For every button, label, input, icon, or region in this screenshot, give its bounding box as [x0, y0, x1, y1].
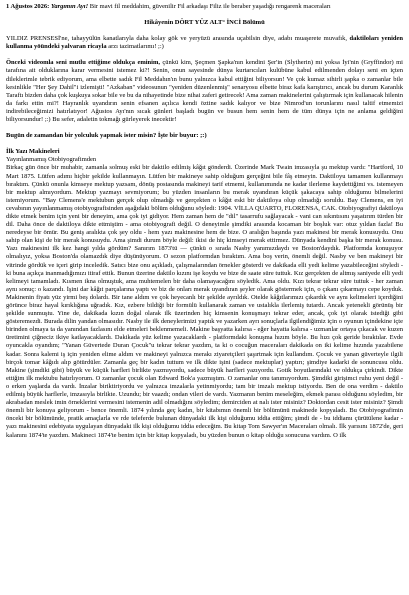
letter-lead: Önceki videomla seni mutlu ettiğime oldukça eminim, — [6, 59, 161, 67]
section-subtitle: Yayınlanmamış Otobiyografimden — [6, 156, 97, 164]
intro-paragraph — [6, 3, 403, 11]
letter-paragraph — [6, 59, 403, 124]
dedication-prefix: YILDIZ PRENSESİ'ne, tahayyülün kanatlarıyla daha kolay gök ve yeryüzü arasında uçabilsin diye, adabı muaşerete muvafık, — [6, 35, 350, 43]
body-text: Birkaç gün önce bir muhabir, zamanla solmuş eski bir daktilo edilmiş kâğıt gönderdi. Üzerinde Mark Twain imzasıyla şu mektup vardı: "Hartford, 10 Mart 1875. Lütfen adımı hiçbir şekilde kullanmayın. Lütfen bir makineye sahip olduğum gerçeğini bile fâş etmeyin. Daktiloyu tamamen kullanmayı bıraktım. Çünkü onunla kimseye mektup yazsam, dönüş postasında makineyi tarif etmemi, kullanımında ne kadar ilerleme kaydettiğimi vs. istemeyen bir mektup almıyordum. Mektup yazmayı sevmiyorum; bu yüzden insanların bu merak uyandıran küçük şakacaya sahip olduğumu bilmelerini istemiyorum. "Bay Clemens'e mektubun gerçek olup olmadığı ve gerçekten o kâğıt eski bir daktiloya olup olmadığı soruldu. Bay Clemens, en iyi cevabının yayınlanmamış otobiyografisinden aşağıdaki bölüm olduğunu söyledi: 1904. VİLLA QUARTO, FLORENSA, CAK. Otobiyografiyi daktiloya dikte etmek benim için yeni bir deneyim, ama çok iyi gidiyor. Hem zaman hem de "dil" tasarrufu sağlayacak - vani can sıkıntısını yaşatırım türden bir dil. Daha önce de daktiloya dikte ettmiştim - ama otobiyografi değil. O deneyimle şimdiki arasında kocaman bir boşluk var: otuz yıldan fazla! Bu neredeyse bir ömür. Bu geniş aralıkta çok şey oldu - hem yazı makinesine hem de bize. O aralığın başında yazı makinesi bir merak konusuydu. Onu sahip olan kişi de bir merak konusuydu. Ama şimdi durum böyle değil: ikisi de hiç kimseyi merak ettirmez. Dünyada kendini başka bir merak konusu. Yazı makinesini ilk kez hangi yılda gördüm? Sanırım 1873'tü — çünkü o sırada Nasby yanımızdaydı ve Boston'daydık. Platformda konuşuyor olmalıyız, yoksa Boston'da olamazdık diye düşünüyorum. O sezon platformdan bıraktım. Ama boş verin, önemli değil. Nasby ve ben makineyi bir vitrinde gördük ve içeri girip inceledik. Satıcı bize onu açıkladı, çalışmalarından örnekler gösterdi ve dakikada elli yedi kelime yazabileceğini söyledi - ki buna açıkça inanmadığımızı itiraf ettik. Bunun üzerine daktilo kızını işe koydu ve bize de saate süre tuttuk. Kız gerçekten de altmış saniyede elli yedi kelimeyi tamamladı. Kısmen ikna olmuştuk, ama muhtemelen bir daha olamayacağını söyledik. Ama oldu. Kızı tekrar tekrar süre tuttuk - her zaman aynı sonuç: o kazandı. İşini dar kâğıt parçalarına yaptı ve biz de onları merak uyandıran şeyler olarak göstermek için, o çıkanı çıkarmayı cepe koyduk. Makinenin fiyatı yüz yirmi beş dolardı. Bir tane aldım ve çok heyecanlı bir şekilde ayrıldık. Otelde kâğıtlarımızı çıkardık ve aynı kelimeleri içerdiğini görünce biraz hayal kırıklığına uğradık. Kız, ezbere bildiği bir formülü kullanarak zaman ve ustalıkla ilerlemiş tutardı. Ancak yetenekli görünüş bir şekilde sunmuştu. Yine de, dakikada kızın doğal olarak ilk üzerinden hiç kimsenin konuşmayı tekrar eder, ancak, çok iyi olarak istediği gibi gösteremezdi. Burada dilin yandan olmasıdır. Nasby ile ilk deneylerimizi yaptık ve yazarken ayrı sonuçlarla ilgilendiğimiz için o oyunun içindekine içte birinden olmaya ta da yanından fazlasını elde etmeleri beklenmemeli. Makine başyatta kalırsa - eğer hayatta kalırsa - uzmanlar ortaya çıkacak ve kuzen üretimini çiğneciz ikiye katlayacaklardı. Dakikada yüz kelime yazacaklardı - platformdaki konuşma hızım böyle. Bu hızı çok geride bıraktılar. Evde oyuncakla oyandım; "Yanan Güvertede Duran Çocuk"u tekrar tekrar yazdım, ta ki o cocuğun maceraları dakikada on iki kelime hızında yazabilene kadar. Sonra kalemi iş için yeniden elime aldım ve makineyi yalnızca merakı ziyaretçileri şaşırtmak için kullandım. Çocuk ve yanan güverteyle ilgili birçok tomar kâğıdı alıp götürdüler. Zamanla geç bir kadın tuttum ve ilk dikte işini (sadece mektuplar) yaptırı; şimdiye kadarki de sonuncusu oldu. Makine (şimdiki gibi) büyük ve küçük harfleri birlikte yazmıyordu, sadece büyük harfleri yazıyordu. Gotik boyutlarındaki ve oldukça çirkindi. Dikte ettiğim ilk mektubu hatırlıyorum. O zamanlar çocuk olan Edward Bok'a yazmıştım. O zamanlar onu tanımıyordum. Şimdiki girişimci ruhu yeni değil - o erken yaşlarda da vardı. İnzalar biriktiriyordu ve yalnızca imzalarla yetinmiyordu; tam bir imzalı mektup istiyordu. Ben de ona verdim - daktilo edilmiş büyük harflerle, imzasıyla birlikte. Uzundu; bir vaazdı; ondan vileri de vardı. Yazmanın benim meseleğim, ekmek parası olduğunu söyledim, bir akrabadan meslek imin örneklerini vermesini istemenin adil olmadığını söyledim; demirciden at nalı ister misiniz? Doktordan cesit ister misiniz? Şimdi önemli bir konuya geliyorum - bence önemli. 1874 yılında geç kadın, bir kitabımın önemli bir bölümünü makinede kopyaladı. Bu Otobiyografimin önceki bir bölümünde, pratik amaçlarla ve rde teleferde bulunan dünyadaki ilk kişi olduğumu iddia ettiğim; şimdi de - bu iddiamı çürütülene kadar - yazı makinesini edebiyata uygulayan dünyadaki ilk kişi olduğumu iddia edeceğim. Bu kitap Tom Sawyer'ın Maceraları olmalı. İlk yarısını 1872'de, geri kalanını 1874'te yazdım. Makineci 1874'te benim için bir kitap kopyaladı, bu yüzden bunun o kitap olduğu sonucuna vardım. O ilk — [6, 164, 403, 439]
dedication-bold: daktiloları yeniden kullanma yöündeki yalvaran ricayla — [6, 35, 403, 51]
dedication-paragraph — [6, 35, 403, 51]
section-title: İlk Yazı Makineleri — [6, 148, 60, 156]
intro-text: Bir mavi fil meddahim, güvenilir Fil arkadaşı Filiz ile beraber yaşadığı rengarenk maceraları — [88, 3, 331, 10]
intro-date: 1 Ağustos 2026: — [6, 3, 50, 10]
chapter-title: Hikâyenin DÖRT YÜZ ALT° İNCİ Bölümü — [144, 19, 265, 27]
intro-author: Yargımın Ayı! — [50, 3, 89, 10]
dedication-suffix: arzı tazimatlarımı! ;:) — [106, 43, 164, 51]
letter-text: çünkü kim, Şeçmen Şapka'nın kendini Şer'in (Slytherin) mi yoksa İyi'nin (Gryffindor) mi tarafına ait olduklarına karar vermesini istemez ki?! Senin, onun sayesinde dünya kurtarıcıları kulübüne kabul edilmenden dolayı seni en içten dileklerimle tebrik ediyorum, ama elbette sadık Fil Meddahın'ın bunu yalnızca kabul ettiğini biliyorsun! Ve çok kumaz sihirli şapka o zamanlar bile kesinlikle "Her Şey Dahil"i izlemişti! "Azkaban" videosunun "yeniden düzenlenmiş" senaryosu elbette biraz kafa karıştırıcı, ancak bu durum Karanlık Taraftı bizden daha çok kuşkuya sokar bile ve bu da nihayetinde bize nihai zaferi getirecek! Ama zaman makinelerini çalıştırmak için kullanacak hilenin da farkı ettin mi?! Hayranlık uyandırın senin efsanen açılıca kendi öztine sadık kalıyor ve bize Nimrod'un torunlarını nasıl taltif etmemizi indirebileceğimizi hatırlatıyor! Ağustos Ayı'nın sıcak günleri başladı bugün ve busun hem senin hem de tüm dünya için ne anlama geldiğini biliyorsundur! ;:) Bu sefer, adaletin tokmağı gürleyerek inecektir! — [6, 59, 403, 124]
journey-question: Bugün de zamandan bir yolculuk yapmak ister misin? İşte bir buyur: ;:) — [6, 132, 207, 140]
